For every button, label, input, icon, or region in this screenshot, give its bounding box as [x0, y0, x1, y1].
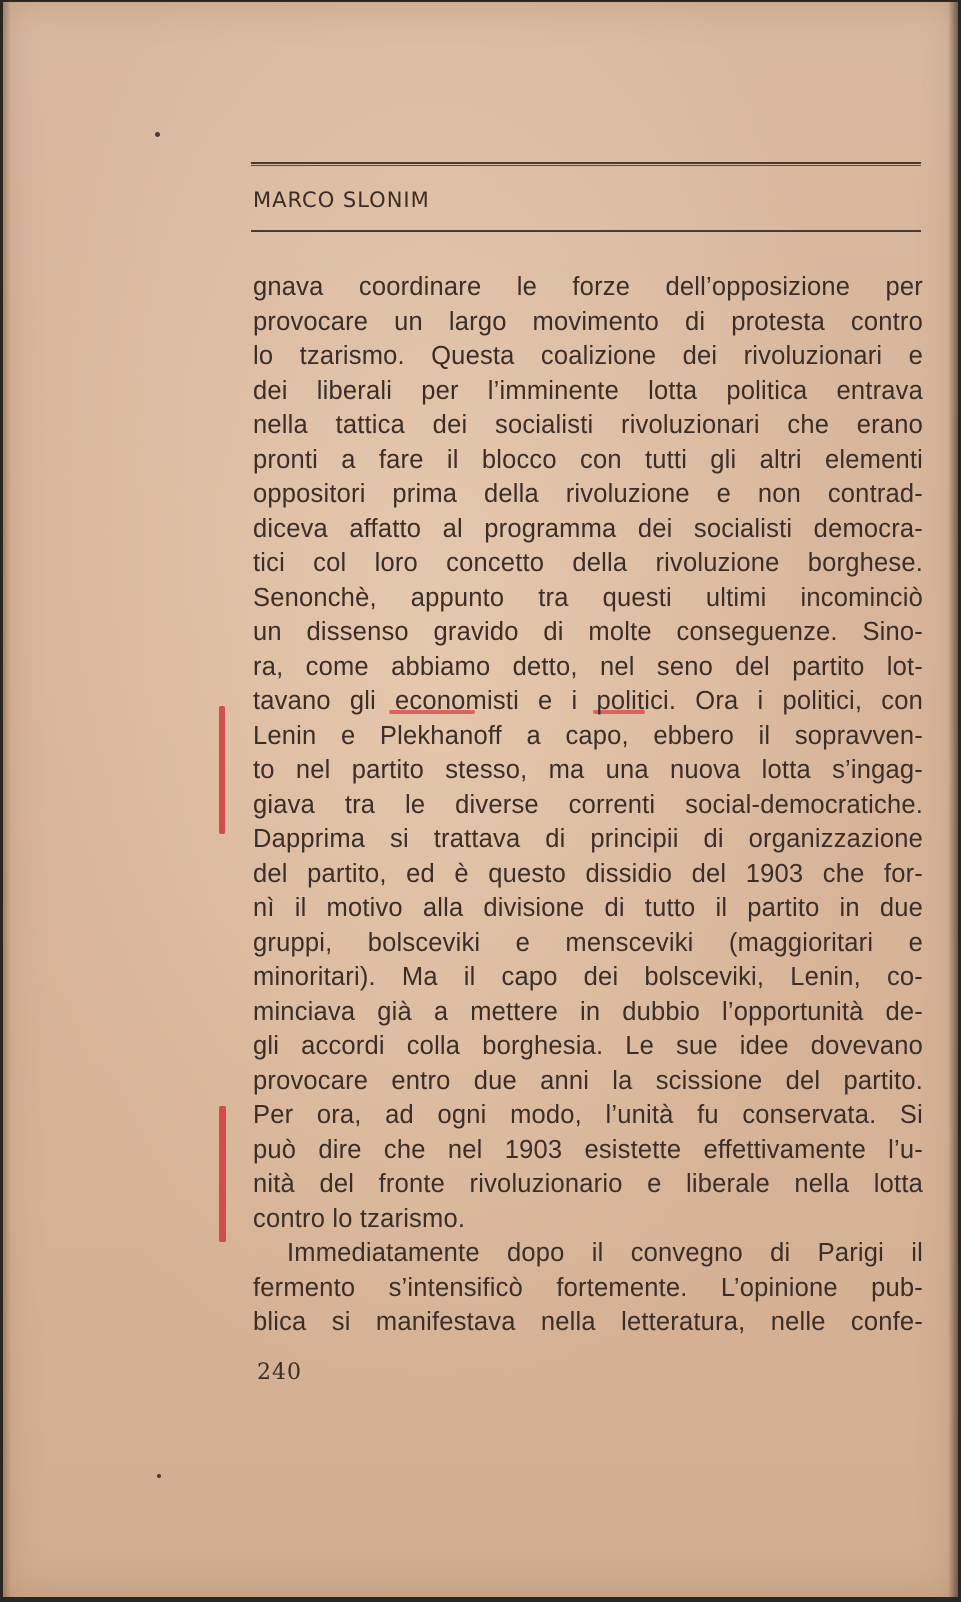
margin-marker	[219, 1106, 226, 1242]
margin-marker	[219, 706, 225, 834]
header-bottom-rule	[251, 230, 921, 232]
text-line: gli accordi colla borghesia. Le sue idee dovevano	[253, 1032, 923, 1060]
ink-speck	[155, 132, 160, 137]
body-text	[253, 270, 923, 1340]
page-left-edge	[3, 2, 11, 1597]
text-line: nità del fronte rivoluzionario e liberale nella lotta	[253, 1170, 923, 1198]
text-line: tavano gli economisti e i politici. Ora i politici, con	[253, 687, 923, 715]
text-line: provocare entro due anni la scissione del partito.	[253, 1066, 923, 1095]
text-line: giava tra le diverse correnti social-democratiche.	[253, 790, 923, 819]
text-line: to nel partito stesso, ma una nuova lotta s’ingag-	[253, 756, 923, 784]
running-head: MARCO SLONIM	[253, 188, 430, 212]
ink-speck	[157, 1474, 161, 1478]
text-line: tici col loro concetto della rivoluzione borghese.	[253, 549, 923, 577]
text-line: diceva affatto al programma dei socialisti democra-	[253, 514, 923, 543]
text-line: gruppi, bolsceviki e mensceviki (maggioritari e	[253, 928, 923, 957]
text-line: Senonchè, appunto tra questi ultimi incominciò	[253, 583, 923, 612]
text-line: nella tattica dei socialisti rivoluzionari che erano	[253, 411, 923, 439]
text-line: provocare un largo movimento di protesta contro	[253, 307, 923, 336]
text-line: lo tzarismo. Questa coalizione dei rivoluzionari e	[253, 342, 923, 370]
text-line: nì il motivo alla divisione di tutto il partito in due	[253, 894, 923, 922]
page-number: 240	[257, 1360, 302, 1385]
text-line: gnava coordinare le forze dell’opposizione per	[253, 273, 923, 301]
text-line: un dissenso gravido di molte conseguenze. Sino-	[253, 618, 923, 646]
text-line: dei liberali per l’imminente lotta politica entrava	[253, 376, 923, 405]
text-line: contro lo tzarismo.	[253, 1204, 466, 1233]
text-line: Dapprima si trattava di principii di organizzazione	[253, 825, 923, 853]
text-line: minciava già a mettere in dubbio l’opportunità de-	[253, 997, 923, 1026]
text-line: ra, come abbiamo detto, nel seno del partito lot-	[253, 652, 923, 681]
text-line: oppositori prima della rivoluzione e non contrad-	[253, 480, 923, 508]
text-line: minoritari). Ma il capo dei bolsceviki, Lenin, co-	[253, 963, 923, 991]
text-line: del partito, ed è questo dissidio del 1903 che for-	[253, 859, 923, 888]
header-top-rule	[251, 162, 921, 166]
book-page	[3, 2, 958, 1597]
text-line: pronti a fare il blocco con tutti gli altri elementi	[253, 445, 923, 474]
text-line: Lenin e Plekhanoff a capo, ebbero il sopravven-	[253, 721, 923, 750]
text-line: Per ora, ad ogni modo, l’unità fu conservata. Si	[253, 1101, 923, 1129]
text-line: fermento s’intensificò fortemente. L’opinione pub-	[253, 1273, 923, 1302]
page-right-edge	[948, 2, 958, 1597]
text-line: Immediatamente dopo il convegno di Parigi il	[287, 1239, 923, 1267]
text-line: può dire che nel 1903 esistette effettivamente l’u-	[253, 1135, 923, 1164]
text-line: blica si manifestava nella letteratura, nelle confe-	[253, 1308, 923, 1336]
